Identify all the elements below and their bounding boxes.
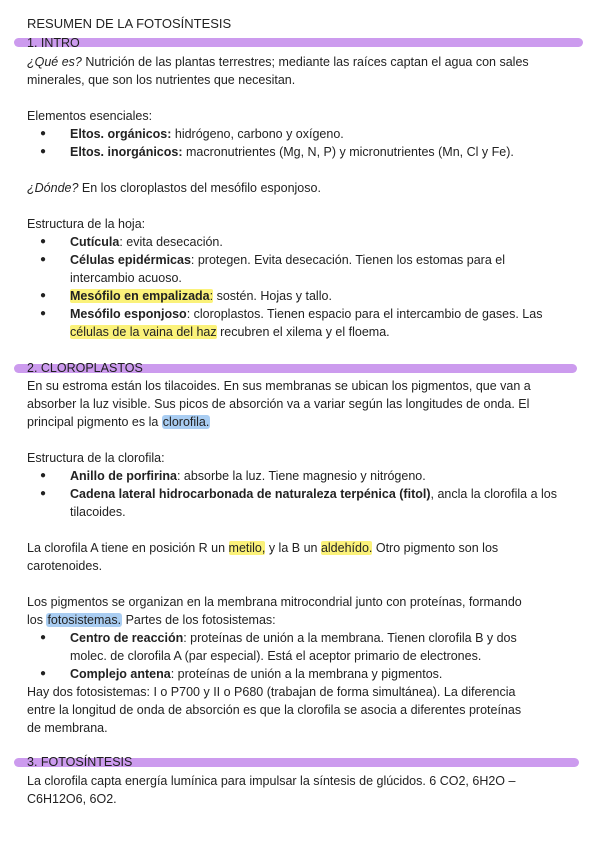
- section-heading-cloroplastos: 2. CLOROPLASTOS: [27, 361, 143, 375]
- bullet-dot: ●: [40, 470, 47, 481]
- highlight-yellow: células de la vaina del haz: [70, 325, 217, 339]
- paragraph-line: entre la longitud de onda de absorción es que la clorofila se asocia a diferentes proteínas: [27, 703, 522, 717]
- paragraph-line: ¿Qué es? Nutrición de las plantas terrestres; mediante las raíces captan el agua con sales: [27, 55, 529, 69]
- list-item: Mesófilo esponjoso: cloroplastos. Tienen espacio para el intercambio de gases. Las: [70, 307, 543, 321]
- paragraph-line: En su estroma están los tilacoides. En sus membranas se ubican los pigmentos, que van a: [27, 379, 531, 393]
- paragraph-line: principal pigmento es la clorofila.: [27, 415, 210, 429]
- bullet-dot: ●: [40, 632, 47, 643]
- highlight-blue: fotosistemas.: [47, 613, 122, 627]
- list-item: Eltos. inorgánicos: macronutrientes (Mg, N, P) y micronutrientes (Mn, Cl y Fe).: [70, 145, 514, 159]
- bullet-dot: ●: [40, 488, 47, 499]
- paragraph-line: Los pigmentos se organizan en la membrana mitrocondrial junto con proteínas, formando: [27, 595, 522, 609]
- paragraph-line: La clorofila A tiene en posición R un metilo, y la B un aldehído. Otro pigmento son los: [27, 541, 499, 555]
- list-item: Células epidérmicas: protegen. Evita desecación. Tienen los estomas para el: [70, 253, 505, 267]
- bullet-dot: ●: [40, 254, 47, 265]
- section-heading-intro: 1. INTRO: [27, 36, 80, 50]
- bullet-dot: ●: [40, 236, 47, 247]
- estructura-heading: Estructura de la hoja:: [27, 217, 146, 231]
- list-item: Mesófilo en empalizada: sostén. Hojas y tallo.: [70, 289, 332, 303]
- paragraph-line: los fotosistemas. Partes de los fotosistemas:: [27, 613, 276, 627]
- highlight-yellow: metilo,: [228, 541, 266, 555]
- list-item-continuation: intercambio acuoso.: [70, 271, 182, 285]
- highlight-yellow: Mesófilo en empalizada:: [70, 289, 214, 303]
- donde-label: ¿Dónde?: [27, 181, 79, 195]
- estructura-clorofila-heading: Estructura de la clorofila:: [27, 451, 165, 465]
- paragraph-line: La clorofila capta energía lumínica para impulsar la síntesis de glúcidos. 6 CO2, 6H2O –: [27, 774, 516, 788]
- highlight-yellow: aldehído.: [320, 541, 373, 555]
- list-item-continuation: molec. de clorofila A (par especial). Está el aceptor primario de electrones.: [70, 649, 482, 663]
- paragraph-line: ¿Dónde? En los cloroplastos del mesófilo esponjoso.: [27, 181, 321, 195]
- highlight-blue: clorofila.: [162, 415, 210, 429]
- list-item-continuation: células de la vaina del haz recubren el xilema y el floema.: [70, 325, 390, 339]
- list-item: Complejo antena: proteínas de unión a la membrana y pigmentos.: [70, 667, 443, 681]
- elementos-heading: Elementos esenciales:: [27, 109, 153, 123]
- que-es-label: ¿Qué es?: [27, 55, 82, 69]
- paragraph-line: Hay dos fotosistemas: I o P700 y II o P680 (trabajan de forma simultánea). La diferencia: [27, 685, 516, 699]
- bullet-dot: ●: [40, 308, 47, 319]
- paragraph-line: absorber la luz visible. Sus picos de absorción va a variar según las longitudes de onda. El: [27, 397, 530, 411]
- document-title: RESUMEN DE LA FOTOSÍNTESIS: [27, 16, 232, 31]
- list-item: Anillo de porfirina: absorbe la luz. Tiene magnesio y nitrógeno.: [70, 469, 426, 483]
- paragraph-line: C6H12O6, 6O2.: [27, 792, 117, 806]
- section-heading-fotosintesis: 3. FOTOSÍNTESIS: [27, 755, 133, 769]
- list-item-continuation: tilacoides.: [70, 505, 126, 519]
- bullet-dot: ●: [40, 668, 47, 679]
- paragraph-line: minerales, que son los nutrientes que necesitan.: [27, 73, 296, 87]
- paragraph-line: de membrana.: [27, 721, 108, 735]
- section-heading-band: [14, 38, 583, 47]
- list-item: Centro de reacción: proteínas de unión a la membrana. Tienen clorofila B y dos: [70, 631, 517, 645]
- list-item: Cadena lateral hidrocarbonada de naturaleza terpénica (fitol), ancla la clorofila a los: [70, 487, 557, 501]
- list-item: Cutícula: evita desecación.: [70, 235, 223, 249]
- list-item: Eltos. orgánicos: hidrógeno, carbono y oxígeno.: [70, 127, 344, 141]
- paragraph-line: carotenoides.: [27, 559, 103, 573]
- bullet-dot: ●: [40, 128, 47, 139]
- bullet-dot: ●: [40, 146, 47, 157]
- bullet-dot: ●: [40, 290, 47, 301]
